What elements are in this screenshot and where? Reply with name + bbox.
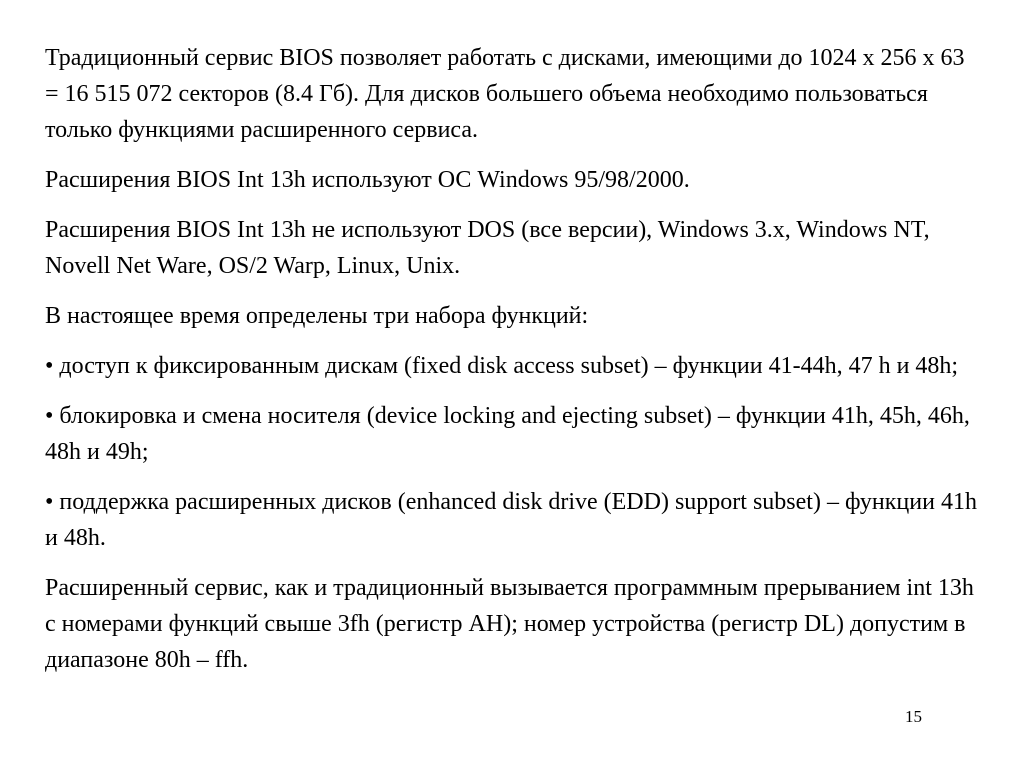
bullet-fixed-disk-access: • доступ к фиксированным дискам (fixed disk access subset) – функции 41-44h, 47 h и 48h;: [45, 353, 959, 379]
bullet-edd-support: • поддержка расширенных дисков (enhanced disk drive (EDD) support subset) – функции 41h и 48h.: [45, 489, 977, 551]
page-number: 15: [905, 707, 922, 726]
paragraph-function-sets-intro: В настоящее время определены три набора функций:: [45, 303, 589, 329]
slide-content: [45, 40, 980, 692]
paragraph-extensions-used: Расширения BIOS Int 13h используют ОС Windows 95/98/2000.: [45, 167, 690, 193]
paragraph-extensions-not-used: Расширения BIOS Int 13h не используют DOS (все версии), Windows 3.x, Windows NT, Novell Net Ware, OS/2 Warp, Linux, Unix.: [45, 217, 930, 279]
paragraph-extended-service: Расширенный сервис, как и традиционный вызывается программным прерыванием int 13h с номерами функций свыше 3fh (регистр АН); номер устройства (регистр DL) допустим в диапазоне 80h – ffh.: [45, 575, 974, 673]
bullet-device-locking: • блокировка и смена носителя (device locking and ejecting subset) – функции 41h, 45h, 46h, 48h и 49h;: [45, 403, 970, 465]
paragraph-traditional-bios: Традиционный сервис BIOS позволяет работать с дисками, имеющими до 1024 х 256 х 63 = 16 515 072 секторов (8.4 Гб). Для дисков большего объема необходимо пользоваться только функциями расширенного сервиса.: [45, 45, 965, 143]
